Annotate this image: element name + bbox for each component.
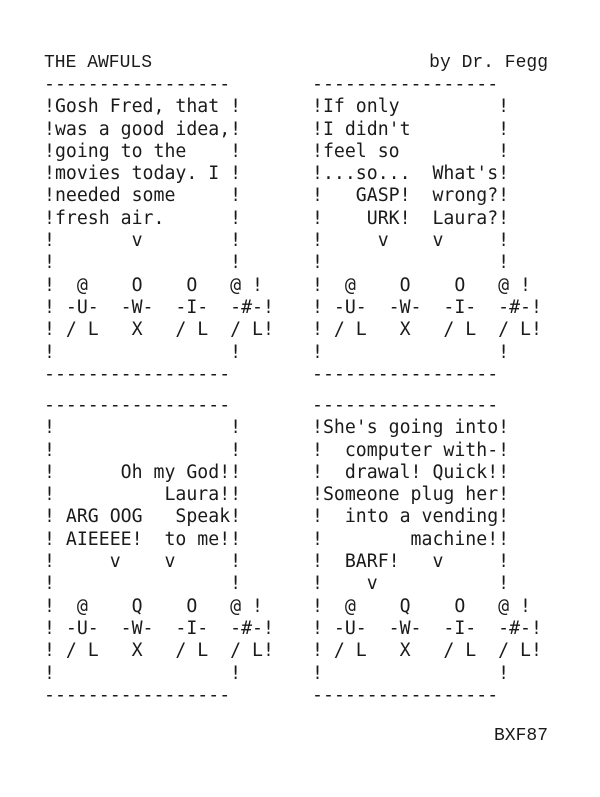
comic-title: THE AWFULS: [44, 53, 153, 73]
comic-panel-4: ----------------- !She's going into! ! computer with-! ! drawal! Quick!! !Someone plug her! ! into a vending! ! machine!! ! BARF! v ! ! v ! ! @ Q O @ ! ! -U- -W- -I- -#-! ! / L X / L / L! ! ! -----------------: [312, 395, 542, 706]
comic-panel-3: ----------------- ! ! ! ! ! Oh my God!! ! Laura!! ! ARG OOG Speak! ! AIEEEE! to me!! ! v v ! ! ! ! @ Q O @ ! ! -U- -W- -I- -#-! ! / L X / L / L! ! ! -----------------: [44, 395, 274, 706]
comic-panel-1: ----------------- !Gosh Fred, that ! !was a good idea,! !going to the ! !movies today. I ! !needed some ! !fresh air. ! ! v ! ! ! ! @ O O @ ! ! -U- -W- -I- -#-! ! / L X / L / L! ! ! -----------------: [44, 74, 274, 385]
comic-byline: by Dr. Fegg: [429, 53, 548, 73]
comic-code: BXF87: [493, 726, 548, 746]
comic-panel-2: ----------------- !If only ! !I didn't ! !feel so ! !...so... What's! ! GASP! wrong?! ! URK! Laura?! ! v v ! ! ! ! @ O O @ ! ! -U- -W- -I- -#-! ! / L X / L / L! ! ! -----------------: [312, 74, 542, 385]
